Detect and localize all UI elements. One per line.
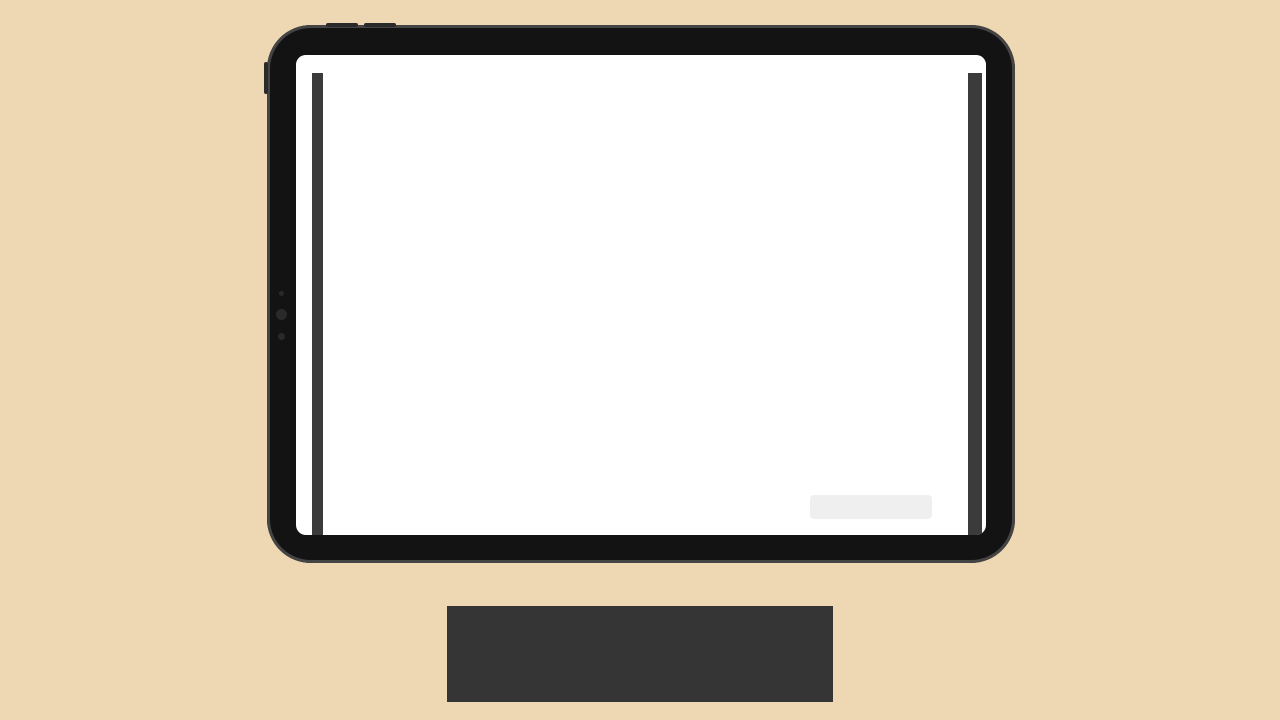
right-month-strip [968,73,982,535]
power-button [264,62,268,94]
left-number-strip [312,73,323,535]
planner-screen [296,55,986,535]
notes-box[interactable] [810,495,932,519]
volume-down-button [364,23,396,27]
sensor-dot [278,333,285,340]
camera-dot [279,291,284,296]
color-badge [447,606,833,702]
spiral-binding [620,71,656,535]
caption-text [447,606,833,702]
top-tab-bar [296,55,986,71]
volume-up-button [326,23,358,27]
camera-lens [276,309,287,320]
